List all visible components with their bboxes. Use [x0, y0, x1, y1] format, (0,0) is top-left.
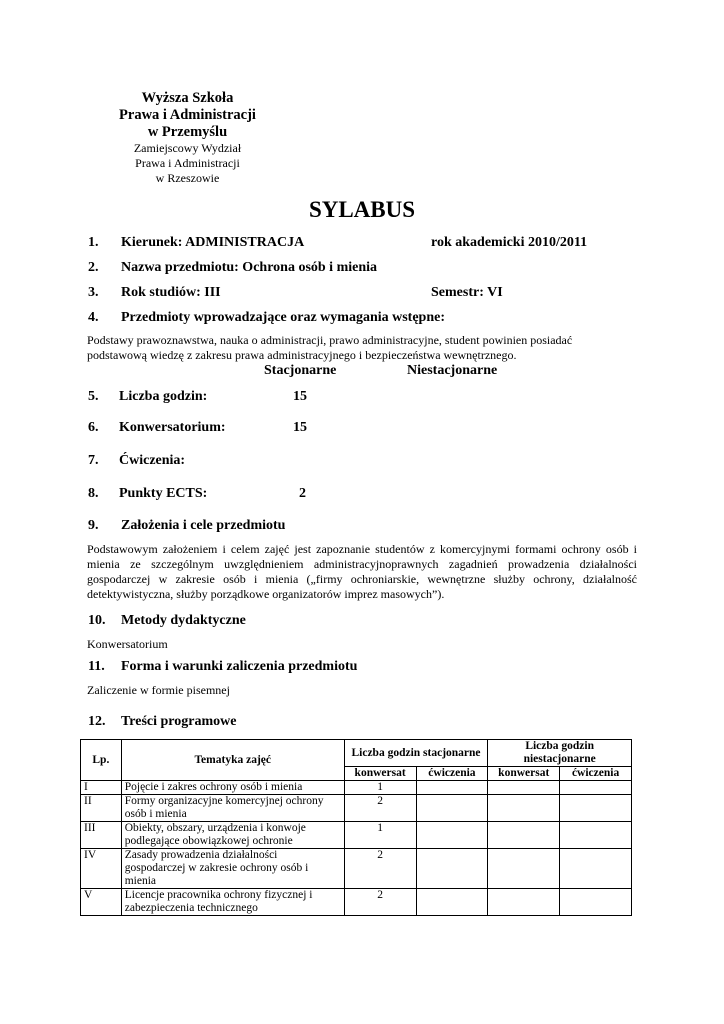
- row-nonstat-konwersat: [488, 889, 560, 916]
- institution-sub3: w Rzeszowie: [155, 171, 220, 185]
- row-stat-cwiczenia: [416, 849, 488, 889]
- item1-academic-year: rok akademicki 2010/2011: [431, 235, 588, 250]
- header-nonstat-cwiczenia: ćwiczenia: [560, 767, 632, 781]
- item9-label: Założenia i cele przedmiotu: [121, 518, 286, 533]
- item8-label: Punkty ECTS:: [119, 486, 208, 501]
- table-row: [81, 849, 632, 889]
- item4-text: Podstawy prawoznawstwa, nauka o administracji, prawo administracyjne, student powinien posiadać podstawową wiedzę z zakresu prawa administracyjnego i bezpieczeństwa wewnętrznego.: [87, 333, 573, 362]
- row-nonstat-cwiczenia: [560, 795, 632, 822]
- table-header-row: [81, 740, 632, 767]
- row-stat-cwiczenia: [416, 781, 488, 795]
- row-topic: Licencje pracownika ochrony fizycznej i zabezpieczenia technicznego: [121, 889, 344, 916]
- item11-label: Forma i warunki zaliczenia przedmiotu: [121, 659, 358, 674]
- row-stat-konwersat: 1: [344, 781, 416, 795]
- item9-text: Podstawowym założeniem i celem zajęć jest zapoznanie studentów z komercyjnymi formami ochrony osób i mienia ze szczególnym uwzględnieniem administracyjnoprawnych zagadnień prowadzenia działalności gospodarczej w zakresie osób i mienia („firmy ochroniarskie, wewnętrzne służby ochrony, działalność detektywistyczna, służby porządkowe organizatorów imprez masowych”).: [87, 542, 637, 601]
- institution-line3: w Przemyślu: [147, 124, 228, 140]
- item9-number: 9.: [88, 518, 99, 533]
- item1-number: 1.: [88, 235, 99, 250]
- header-nonstationary-hours: Liczba godzin niestacjonarne: [488, 740, 632, 767]
- header-lp: Lp.: [81, 740, 122, 781]
- row-nonstat-cwiczenia: [560, 781, 632, 795]
- item12-label: Treści programowe: [121, 714, 237, 729]
- row-nonstat-konwersat: [488, 849, 560, 889]
- item5-number: 5.: [88, 389, 99, 404]
- item5-value: 15: [293, 389, 307, 404]
- header-stationary-hours: Liczba godzin stacjonarne: [344, 740, 488, 767]
- row-lp: II: [81, 795, 122, 822]
- row-topic: Formy organizacyjne komercyjnej ochrony osób i mienia: [121, 795, 344, 822]
- table-row: [81, 822, 632, 849]
- row-stat-konwersat: 2: [344, 889, 416, 916]
- column-nonstationary: Niestacjonarne: [407, 363, 498, 378]
- row-lp: I: [81, 781, 122, 795]
- row-nonstat-cwiczenia: [560, 849, 632, 889]
- row-stat-konwersat: 2: [344, 795, 416, 822]
- item8-number: 8.: [88, 486, 99, 501]
- institution-line2: Prawa i Administracji: [119, 107, 256, 123]
- item3-label: Rok studiów: III: [121, 285, 221, 300]
- item10-label: Metody dydaktyczne: [121, 613, 246, 628]
- program-table: [80, 739, 632, 916]
- row-stat-konwersat: 1: [344, 822, 416, 849]
- item8-value: 2: [299, 486, 306, 501]
- item4-number: 4.: [88, 310, 99, 325]
- institution-sub1: Zamiejscowy Wydział: [133, 141, 242, 155]
- item5-label: Liczba godzin:: [119, 389, 208, 404]
- row-nonstat-konwersat: [488, 822, 560, 849]
- row-stat-cwiczenia: [416, 822, 488, 849]
- column-stationary: Stacjonarne: [264, 363, 337, 378]
- row-stat-konwersat: 2: [344, 849, 416, 889]
- row-topic: Zasady prowadzenia działalności gospodarczej w zakresie ochrony osób i mienia: [121, 849, 344, 889]
- item11-text: Zaliczenie w formie pisemnej: [87, 683, 230, 697]
- item6-number: 6.: [88, 420, 99, 435]
- page-title: SYLABUS: [308, 197, 416, 222]
- row-lp: IV: [81, 849, 122, 889]
- row-nonstat-konwersat: [488, 781, 560, 795]
- item7-number: 7.: [88, 453, 99, 468]
- header-topic: Tematyka zajęć: [121, 740, 344, 781]
- institution-line1: Wyższa Szkoła: [141, 90, 234, 106]
- row-lp: III: [81, 822, 122, 849]
- row-stat-cwiczenia: [416, 889, 488, 916]
- item11-number: 11.: [88, 659, 105, 674]
- item1-label: Kierunek: ADMINISTRACJA: [121, 235, 305, 250]
- item6-label: Konwersatorium:: [119, 420, 226, 435]
- table-row: [81, 781, 632, 795]
- header-stat-konwersat: konwersat: [344, 767, 416, 781]
- item12-number: 12.: [88, 714, 106, 729]
- item3-number: 3.: [88, 285, 99, 300]
- row-nonstat-cwiczenia: [560, 822, 632, 849]
- header-stat-cwiczenia: ćwiczenia: [416, 767, 488, 781]
- item3-semester: Semestr: VI: [431, 285, 503, 300]
- item4-label: Przedmioty wprowadzające oraz wymagania wstępne:: [121, 310, 446, 325]
- row-stat-cwiczenia: [416, 795, 488, 822]
- row-topic: Pojęcie i zakres ochrony osób i mienia: [121, 781, 344, 795]
- row-topic: Obiekty, obszary, urządzenia i konwoje podlegające obowiązkowej ochronie: [121, 822, 344, 849]
- institution-header: [100, 90, 275, 186]
- item10-text: Konwersatorium: [87, 637, 168, 651]
- table-row: [81, 795, 632, 822]
- row-nonstat-konwersat: [488, 795, 560, 822]
- row-lp: V: [81, 889, 122, 916]
- item2-label: Nazwa przedmiotu: Ochrona osób i mienia: [121, 260, 378, 275]
- item10-number: 10.: [88, 613, 106, 628]
- header-nonstat-konwersat: konwersat: [488, 767, 560, 781]
- item6-value: 15: [293, 420, 307, 435]
- row-nonstat-cwiczenia: [560, 889, 632, 916]
- table-row: [81, 889, 632, 916]
- item2-number: 2.: [88, 260, 99, 275]
- item7-label: Ćwiczenia:: [119, 453, 186, 468]
- institution-sub2: Prawa i Administracji: [135, 156, 240, 170]
